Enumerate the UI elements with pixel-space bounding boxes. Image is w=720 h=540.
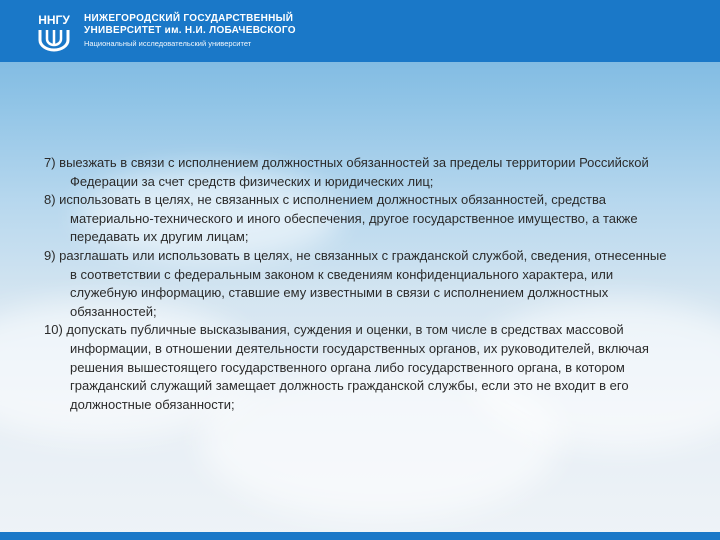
university-name-line1: НИЖЕГОРОДСКИЙ ГОСУДАРСТВЕННЫЙ <box>84 13 294 24</box>
slide-content <box>44 154 676 414</box>
university-logo-icon <box>32 10 76 52</box>
footer-bar <box>0 532 720 540</box>
list-item: 7) выезжать в связи с исполнением должностных обязанностей за пределы территории Российской Федерации за счет средств физических и юридических лиц; <box>44 155 649 189</box>
university-name <box>84 13 296 50</box>
university-subtitle: Национальный исследовательский университет <box>84 39 252 48</box>
list-item: 8) использовать в целях, не связанных с исполнением должностных обязанностей, средства материально-технического и иного обеспечения, другое государственное имущество, а также передавать их другим лицам; <box>44 192 638 245</box>
header-bar <box>0 0 720 62</box>
list-item: 9) разглашать или использовать в целях, не связанных с гражданской службой, сведения, отнесенные в соответствии с федеральным законом к сведениям конфиденциального характера, или служебную информацию, ставшие ему известными в связи с исполнением должностных обязанностей; <box>44 247 667 319</box>
list-item: 10) допускать публичные высказывания, суждения и оценки, в том числе в средствах массовой информации, в отношении деятельности государственных органов, их руководителей, включая решения вышестоящего государственного органа либо государственного органа, в котором гражданский служащий замещает должность гражданской службы, если это не входит в его должностные обязанности; <box>44 322 649 412</box>
logo-text: ННГУ <box>38 13 70 27</box>
university-name-line2: УНИВЕРСИТЕТ им. Н.И. ЛОБАЧЕВСКОГО <box>84 25 296 36</box>
